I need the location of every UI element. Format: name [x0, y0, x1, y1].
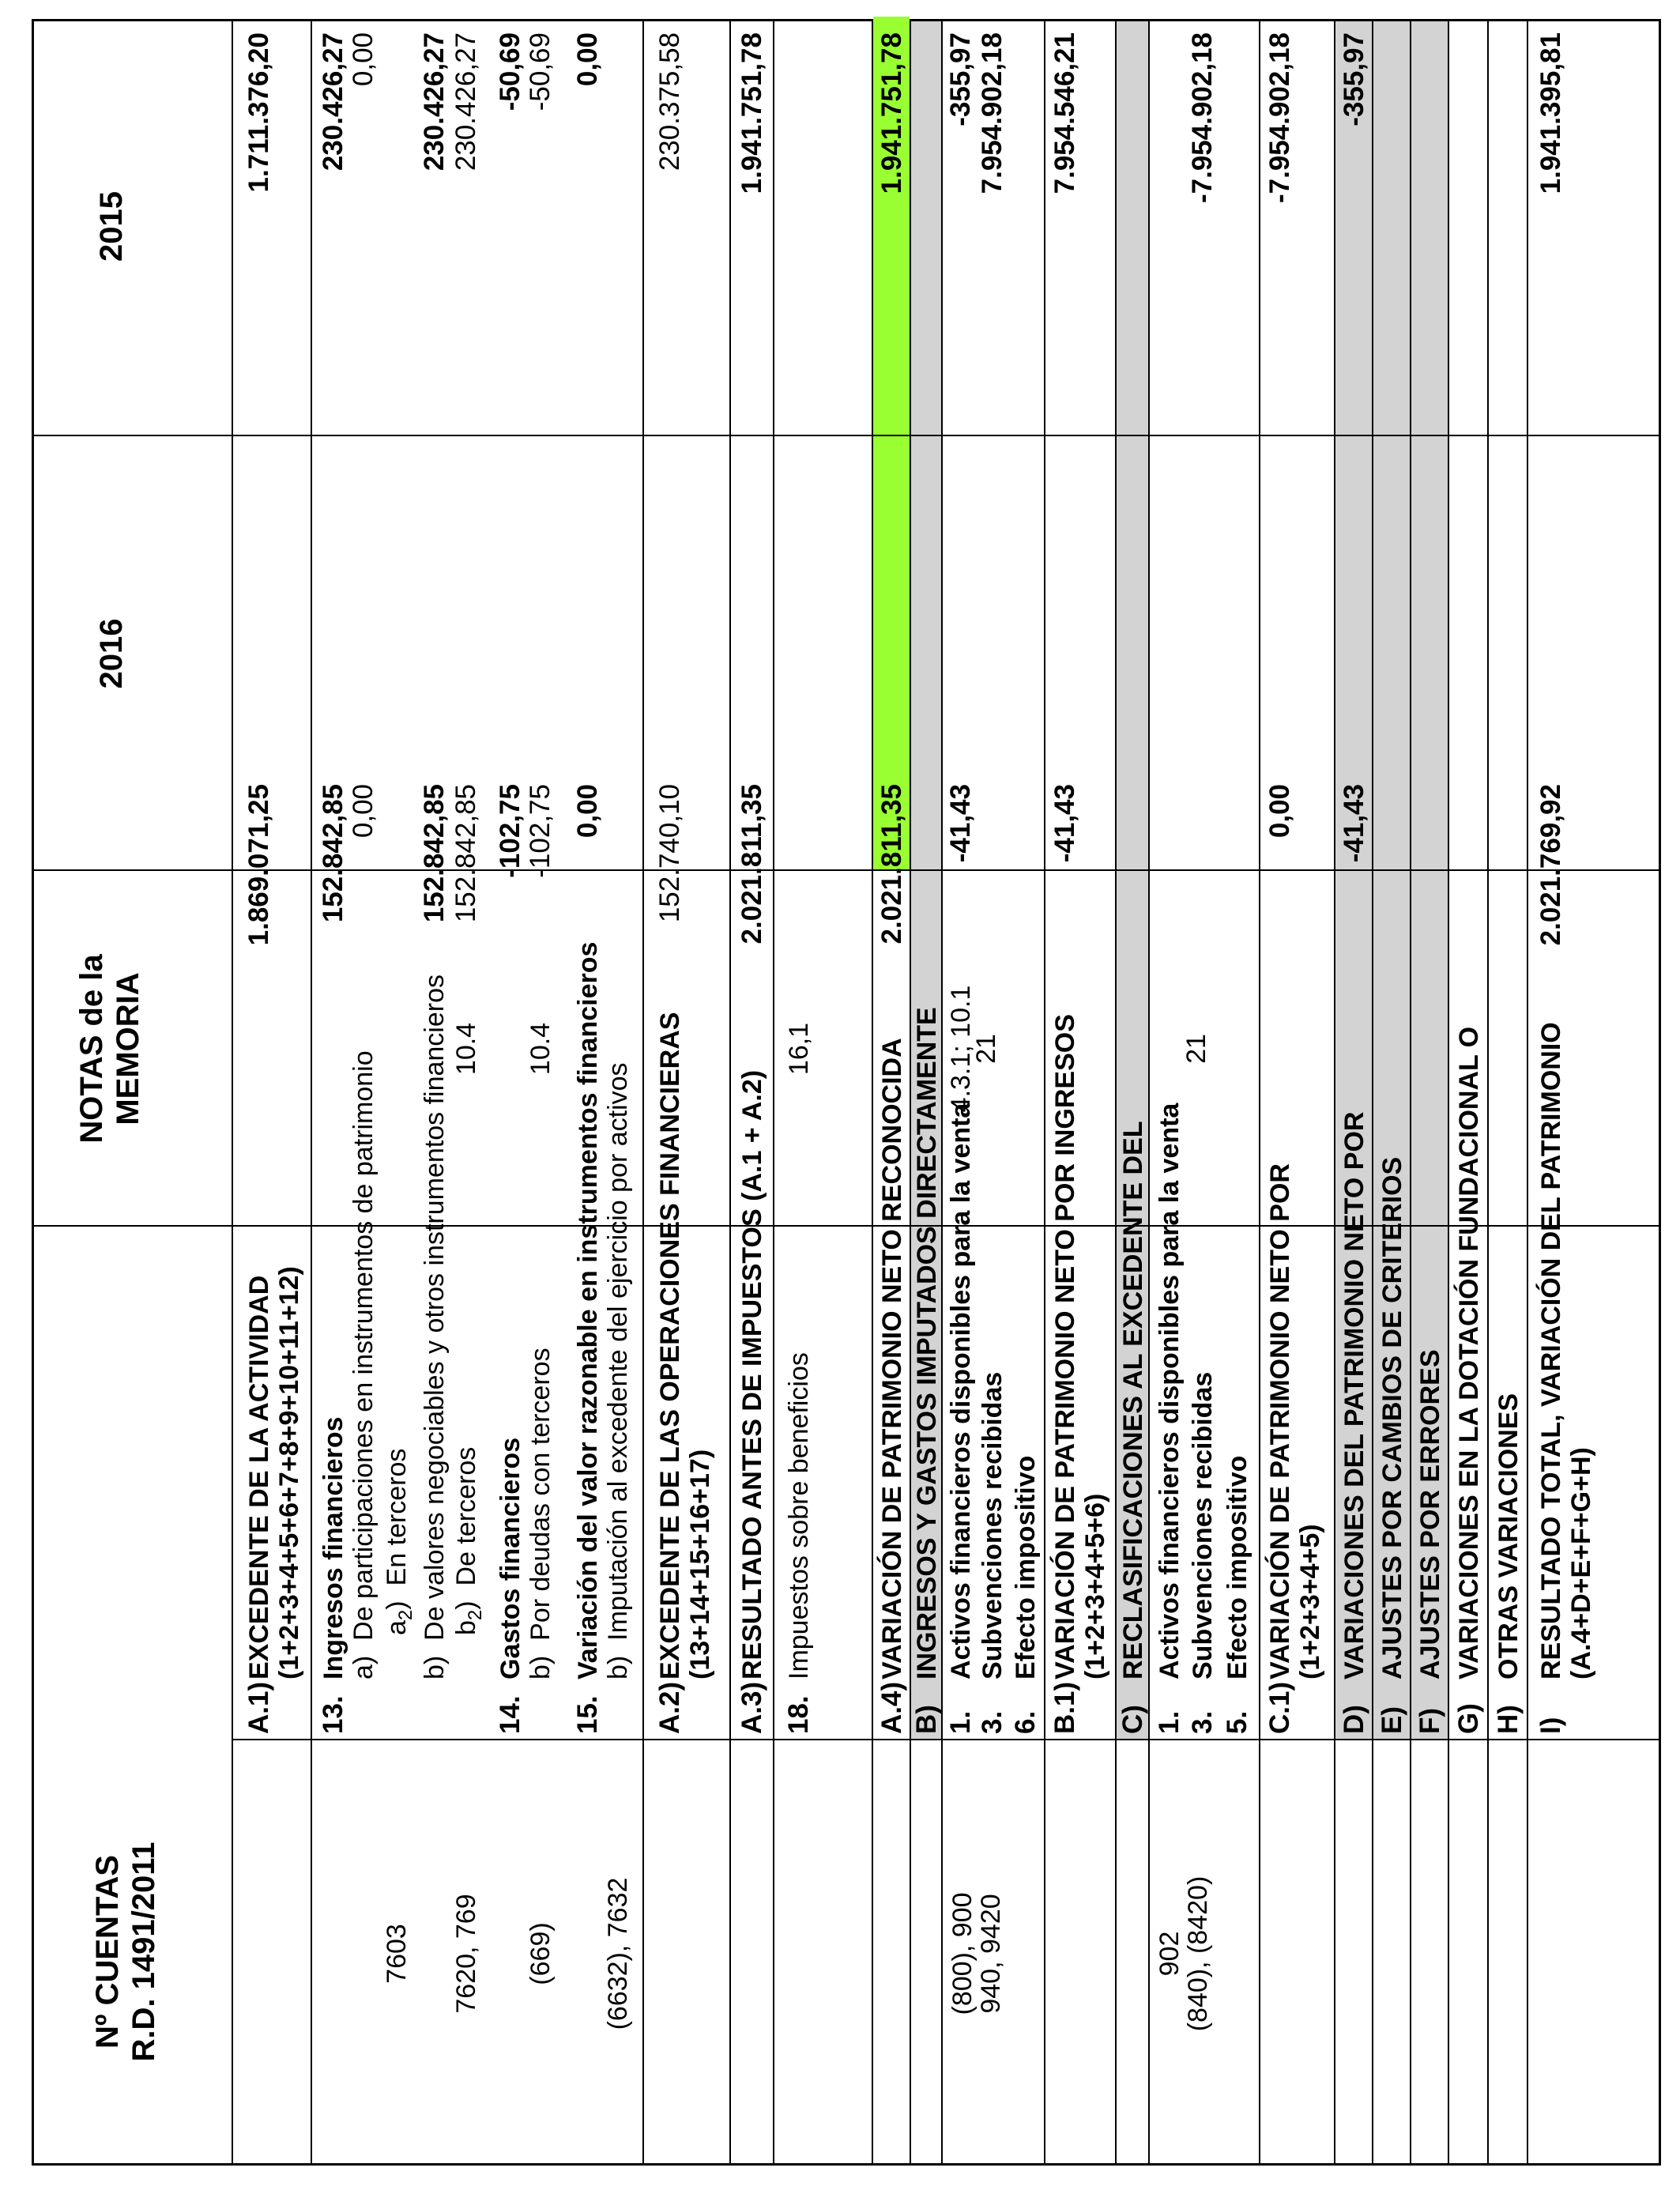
r13b2-text: De terceros	[451, 1446, 481, 1586]
e-code: E)	[1377, 1706, 1407, 1734]
f-code: F)	[1414, 1707, 1445, 1734]
b-account-line2: 940, 9420	[976, 1894, 1006, 2014]
r13a2-sub: 2	[394, 1609, 416, 1621]
row-b1	[1044, 21, 1115, 2163]
r15b-text: Imputación al excedente del ejercicio por activos	[603, 1062, 633, 1641]
r13-value-2016: 152.842,85	[318, 784, 348, 923]
row-18	[773, 21, 872, 2163]
r15b-letter: b)	[603, 1655, 633, 1679]
r13b2-value-2016: 152.842,85	[450, 784, 481, 923]
r13b-label	[420, 974, 450, 1679]
b1-value-2015: -355,97	[945, 32, 976, 126]
g-code: G)	[1453, 1703, 1484, 1734]
b-title: INGRESOS Y GASTOS IMPUTADOS DIRECTAMENTE	[912, 1007, 942, 1679]
r13a2-letter: a	[382, 1620, 412, 1635]
a1-value-2016: 1.869.071,25	[243, 784, 274, 946]
c-code: C)	[1117, 1705, 1148, 1734]
r13a-letter: a)	[348, 1655, 379, 1679]
r14-title: Gastos financieros	[495, 1437, 525, 1679]
b1-nota: 4.3.1; 10.1	[946, 985, 976, 1113]
r13-value-2015: 230.426,27	[318, 32, 348, 172]
header-2015: 2015	[94, 191, 129, 262]
r13a2-account: 7603	[382, 1924, 412, 1984]
c1-code: C.1)	[1264, 1681, 1295, 1734]
a2-value-2015: 230.375,58	[654, 32, 685, 172]
a1-label-line1: EXCEDENTE DE LA ACTIVIDAD	[244, 1275, 274, 1679]
r14b-text: Por deudas con terceros	[525, 1348, 556, 1641]
header-2016: 2016	[94, 618, 129, 689]
r13-num: 13.	[318, 1695, 348, 1734]
row-e	[1372, 21, 1410, 2163]
col-sep-label	[232, 1739, 1659, 1740]
r18-num: 18.	[783, 1695, 814, 1734]
row-c-items	[1148, 21, 1259, 2163]
row-c-header	[1115, 21, 1148, 2163]
a3-code: A.3)	[736, 1681, 767, 1734]
b1-total-2016: -41,43	[1049, 784, 1080, 863]
a4-value-2015: 1.941.751,78	[876, 32, 907, 194]
b1-label-line2: (1+2+3+4+5+6)	[1080, 1493, 1110, 1679]
a2-label-line1: EXCEDENTE DE LAS OPERACIONES FINANCIERAS	[655, 1012, 685, 1679]
r14b-nota: 10.4	[525, 1022, 556, 1076]
r13b2-nota: 10.4	[451, 1022, 481, 1076]
c3-text: Subvenciones recibidas	[1188, 1371, 1218, 1679]
c1-label-line2: (1+2+3+4+5)	[1295, 1524, 1325, 1679]
f-label: AJUSTES POR ERRORES	[1415, 1349, 1445, 1679]
c1-total-2015: -7.954.902,18	[1264, 32, 1295, 204]
r13b2-account: 7620, 769	[451, 1894, 481, 2014]
h-label: OTRAS VARIACIONES	[1494, 1393, 1524, 1679]
r14-value-2016: -102,75	[495, 784, 525, 878]
r13b-text: De valores negociables y otros instrumentos financieros	[420, 974, 450, 1641]
table-header	[34, 21, 232, 2163]
header-notas-line1: NOTAS de la	[74, 954, 109, 1144]
b3-num: 3.	[977, 1710, 1008, 1734]
r13b2-label	[451, 1447, 491, 1635]
r18-label: Impuestos sobre beneficios	[784, 1352, 814, 1679]
b1-text: Activos financieros disponibles para la venta	[946, 1103, 976, 1679]
c3-num: 3.	[1187, 1710, 1218, 1734]
d-code: D)	[1339, 1705, 1369, 1734]
header-cuentas-line1: Nº CUENTAS	[90, 1855, 125, 2049]
row-c1	[1259, 21, 1334, 2163]
c-account-line2: (840), (8420)	[1183, 1875, 1213, 2032]
c3-value-2015: -7.954.902,18	[1187, 32, 1218, 204]
r13b-value-2015: 230.426,27	[419, 32, 450, 172]
b1-num: 1.	[945, 1710, 976, 1734]
r13b2-value-2015: 230.426,27	[450, 32, 481, 172]
r13a-value-2016: 0,00	[348, 784, 379, 839]
r15-value-2015: 0,00	[572, 32, 603, 87]
row-financieros-block	[311, 21, 642, 2163]
r15-num: 15.	[572, 1695, 603, 1734]
r13a-value-2015: 0,00	[348, 32, 379, 87]
a3-value-2015: 1.941.751,78	[736, 32, 767, 194]
a2-code: A.2)	[654, 1681, 685, 1734]
d-value-2015: -355,97	[1339, 32, 1369, 126]
row-i	[1527, 21, 1661, 2163]
i-value-2015: 1.941.395,81	[1535, 32, 1566, 194]
b6-text: Efecto impositivo	[1011, 1455, 1041, 1679]
i-value-2016: 2.021.769,92	[1535, 784, 1566, 946]
col-sep-2016	[34, 869, 1659, 871]
r13a2-text: En terceros	[382, 1448, 412, 1586]
c1-text: Activos financieros disponibles para la venta	[1155, 1103, 1185, 1679]
c1-label-line1: VARIACIÓN DE PATRIMONIO NETO POR	[1265, 1163, 1295, 1679]
a1-code: A.1)	[243, 1681, 274, 1734]
header-notas-line2: MEMORIA	[111, 972, 145, 1125]
a1-label-line2: (1+2+3+4+5+6+7+8+9+10+11+12)	[274, 1266, 304, 1679]
r14b-value-2016: -102,75	[525, 784, 556, 878]
row-b-items	[941, 21, 1044, 2163]
a3-label: RESULTADO ANTES DE IMPUESTOS (A.1 + A.2)	[737, 1069, 767, 1679]
r15b-label	[603, 1062, 633, 1679]
r13-title: Ingresos financieros	[318, 1416, 348, 1679]
r14-num: 14.	[495, 1695, 525, 1734]
a2-label-line2: (13+14+15+16+17)	[685, 1449, 715, 1679]
c5-num: 5.	[1222, 1710, 1252, 1734]
row-h	[1487, 21, 1527, 2163]
b-code: B)	[911, 1705, 942, 1734]
r13a2-label	[382, 1449, 421, 1635]
a2-value-2016: 152.740,10	[654, 784, 685, 923]
r13a2-close: )	[382, 1600, 412, 1610]
a4-label: VARIACIÓN DE PATRIMONIO NETO RECONOCIDA	[877, 1038, 907, 1679]
c1-num: 1.	[1154, 1710, 1185, 1734]
row-a1	[232, 21, 311, 2163]
r13b2-letter: b	[451, 1620, 481, 1635]
r14-value-2015: -50,69	[495, 32, 525, 111]
r15b-account: (6632), 7632	[603, 1877, 633, 2030]
r13b2-close: )	[451, 1600, 481, 1610]
patrimonio-table	[32, 19, 1661, 2166]
b1-total-2015: 7.954.546,21	[1049, 32, 1080, 194]
row-a4	[872, 21, 910, 2163]
a3-value-2016: 2.021.811,35	[736, 784, 767, 944]
b1-code: B.1)	[1049, 1681, 1080, 1734]
header-cuentas-line2: R.D. 1491/2011	[126, 1842, 161, 2062]
r14b-value-2015: -50,69	[525, 32, 556, 111]
col-sep-2015	[34, 435, 1659, 436]
row-d	[1334, 21, 1372, 2163]
row-b-header	[910, 21, 941, 2163]
d-label: VARIACIONES DEL PATRIMONIO NETO POR	[1339, 1111, 1369, 1679]
b6-num: 6.	[1010, 1710, 1041, 1734]
i-label-line1: RESULTADO TOTAL, VARIACIÓN DEL PATRIMONIO	[1536, 1022, 1566, 1679]
b3-value-2015: 7.954.902,18	[977, 32, 1008, 194]
r13a-label	[348, 1050, 379, 1679]
r14b-letter: b)	[525, 1655, 556, 1679]
g-label: VARIACIONES EN LA DOTACIÓN FUNDACIONAL O	[1454, 1026, 1484, 1679]
c5-text: Efecto impositivo	[1222, 1455, 1252, 1679]
h-code: H)	[1493, 1705, 1524, 1734]
r13a-text: De participaciones en instrumentos de patrimonio	[348, 1050, 379, 1641]
c-title: RECLASIFICACIONES AL EXCEDENTE DEL	[1118, 1121, 1148, 1679]
row-a3	[729, 21, 773, 2163]
r18-nota: 16,1	[784, 1022, 814, 1076]
row-f	[1410, 21, 1448, 2163]
c-account-line1: 902	[1155, 1931, 1185, 1977]
i-label-line2: (A.4+D+E+F+G+H)	[1566, 1447, 1596, 1679]
r15-title: Variación del valor razonable en instrumentos financieros	[573, 941, 603, 1679]
b1-value-2016: -41,43	[945, 784, 976, 863]
i-code: I)	[1535, 1717, 1566, 1734]
r15-value-2016: 0,00	[572, 784, 603, 839]
a4-value-2016: 2.021.811,35	[876, 784, 907, 944]
b3-nota: 21	[971, 1034, 1001, 1064]
a4-code: A.4)	[876, 1681, 907, 1734]
row-a2	[642, 21, 729, 2163]
b1-label-line1: VARIACIÓN DE PATRIMONIO NETO POR INGRESOS	[1050, 1014, 1080, 1679]
c3-nota: 21	[1181, 1034, 1211, 1064]
r14b-label	[525, 1348, 556, 1679]
c1-total-2016: 0,00	[1264, 784, 1295, 839]
r13b-value-2016: 152.842,85	[419, 784, 450, 923]
e-label: AJUSTES POR CAMBIOS DE CRITERIOS	[1377, 1156, 1407, 1679]
b-account-line1: (800), 900	[947, 1892, 977, 2015]
b3-text: Subvenciones recibidas	[977, 1371, 1008, 1679]
r14b-account: (669)	[525, 1922, 556, 1985]
d-value-2016: -41,43	[1339, 784, 1369, 863]
r13b-letter: b)	[420, 1655, 450, 1679]
r13b2-sub: 2	[464, 1609, 486, 1621]
col-sep-notas	[34, 1225, 1659, 1227]
a1-value-2015: 1.711.376,20	[243, 32, 274, 193]
row-g	[1448, 21, 1487, 2163]
